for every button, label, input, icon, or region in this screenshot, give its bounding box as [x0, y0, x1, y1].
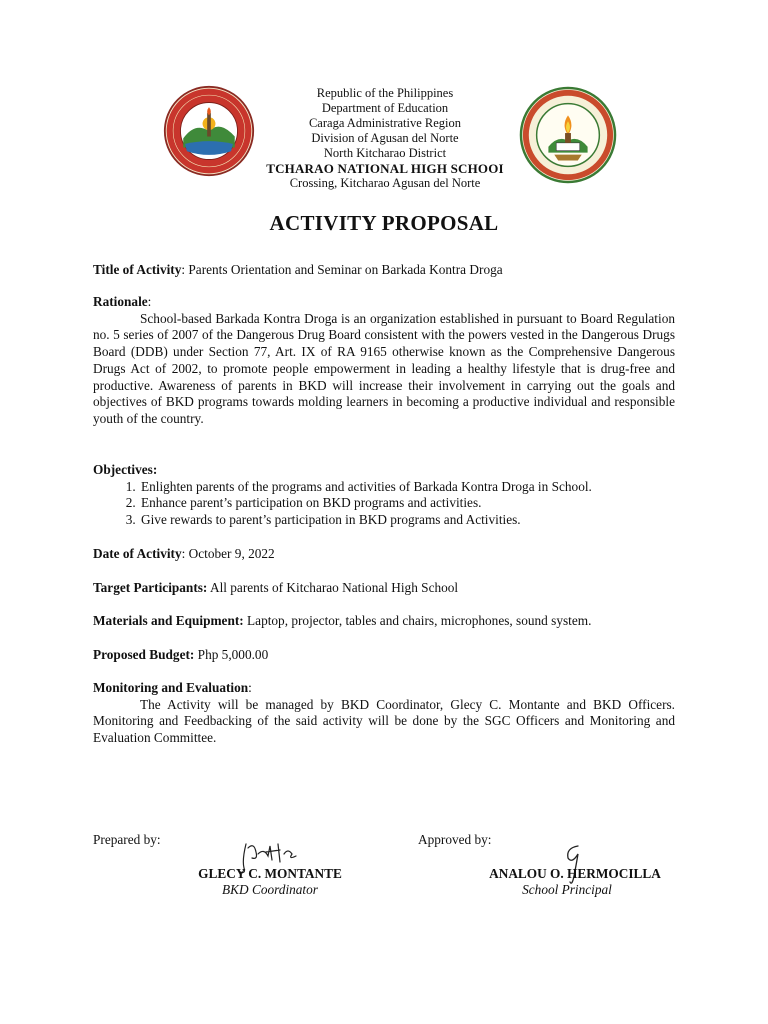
preparer-name: GLECY C. MONTANTE [198, 866, 342, 881]
header-line-republic: Republic of the Philippines [316, 86, 454, 100]
date-label: Date of Activity [93, 546, 182, 561]
document-title: ACTIVITY PROPOSAL [269, 211, 499, 235]
budget-label: Proposed Budget: [93, 647, 195, 662]
budget-section [93, 647, 675, 664]
monitoring-label: Monitoring and Evaluation [93, 680, 249, 695]
letterhead [160, 86, 610, 191]
monitoring-section [93, 680, 675, 747]
monitoring-text: The Activity will be managed by BKD Coordinator, Glecy C. Montante and BKD Officers. Monitoring and Feedbacking of the said activity will be done by the SGC Officers and Monitoring and Evaluation Committee. [93, 696, 675, 746]
prepared-by-label: Prepared by: [93, 832, 161, 847]
activity-title-section [93, 262, 675, 279]
approver-position: School Principal [522, 882, 612, 897]
header-line-region: Caraga Administrative Region [308, 116, 462, 130]
monitoring-colon: : [248, 680, 252, 695]
approved-by-label: Approved by: [418, 832, 492, 847]
materials-value: Laptop, projector, tables and chairs, microphones, sound system. [243, 613, 592, 628]
materials-section [93, 613, 675, 630]
budget-value: Php 5,000.00 [194, 647, 269, 662]
school-address: Crossing, Kitcharao Agusan del Norte [289, 176, 481, 190]
header-line-division: Division of Agusan del Norte [311, 131, 459, 145]
rationale-section [93, 294, 675, 428]
rationale-text: School-based Barkada Kontra Droga is an organization established in pursuant to Board Regulation no. 5 series of 2007 of the Dangerous Drug Board consistent with the powers vested in the Dangerous Drugs Board (DDB) under Section 77, Art. IX of RA 9165 otherwise known as the Comprehensive Dangerous Drugs Act of 2002, to promote people empowerment in leading a healthy lifestyle that is drug-free and productive. Awareness of parents in BKD will increase their involvement in carrying out the goals and objectives of BKD programs towards molding learners in becoming a productive individual and responsible youth of the country. [93, 310, 675, 426]
preparer-position: BKD Coordinator [222, 882, 318, 897]
participants-label: Target Participants: [93, 580, 208, 595]
activity-title-value: : Parents Orientation and Seminar on Barkada Kontra Droga [181, 262, 503, 277]
rationale-colon: : [147, 294, 152, 309]
objective-item: 1. Enlighten parents of the programs and activities of Barkada Kontra Droga in School. [139, 479, 675, 496]
objectives-section [93, 462, 675, 529]
approver-name: ANALOU O. HERMOCILLA [489, 866, 661, 881]
objective-item: 3. Give rewards to parent’s participation in BKD programs and Activities. [139, 512, 675, 529]
header-line-district: North Kitcharao District [323, 146, 447, 160]
rationale-label: Rationale [93, 294, 148, 309]
objectives-list [93, 479, 675, 529]
objective-item: 2. Enhance parent’s participation on BKD programs and activities. [139, 495, 675, 512]
header-line-department: Department of Education [321, 101, 449, 115]
participants-value: All parents of Kitcharao National High School [207, 580, 459, 595]
participants-section [93, 580, 675, 597]
date-value: : October 9, 2022 [181, 546, 275, 561]
materials-label: Materials and Equipment: [93, 613, 244, 628]
activity-title-label: Title of Activity [93, 262, 182, 277]
school-name: TCHARAO NATIONAL HIGH SCHOOI [266, 161, 504, 176]
objectives-label: Objectives: [93, 462, 158, 477]
date-section [93, 546, 675, 563]
